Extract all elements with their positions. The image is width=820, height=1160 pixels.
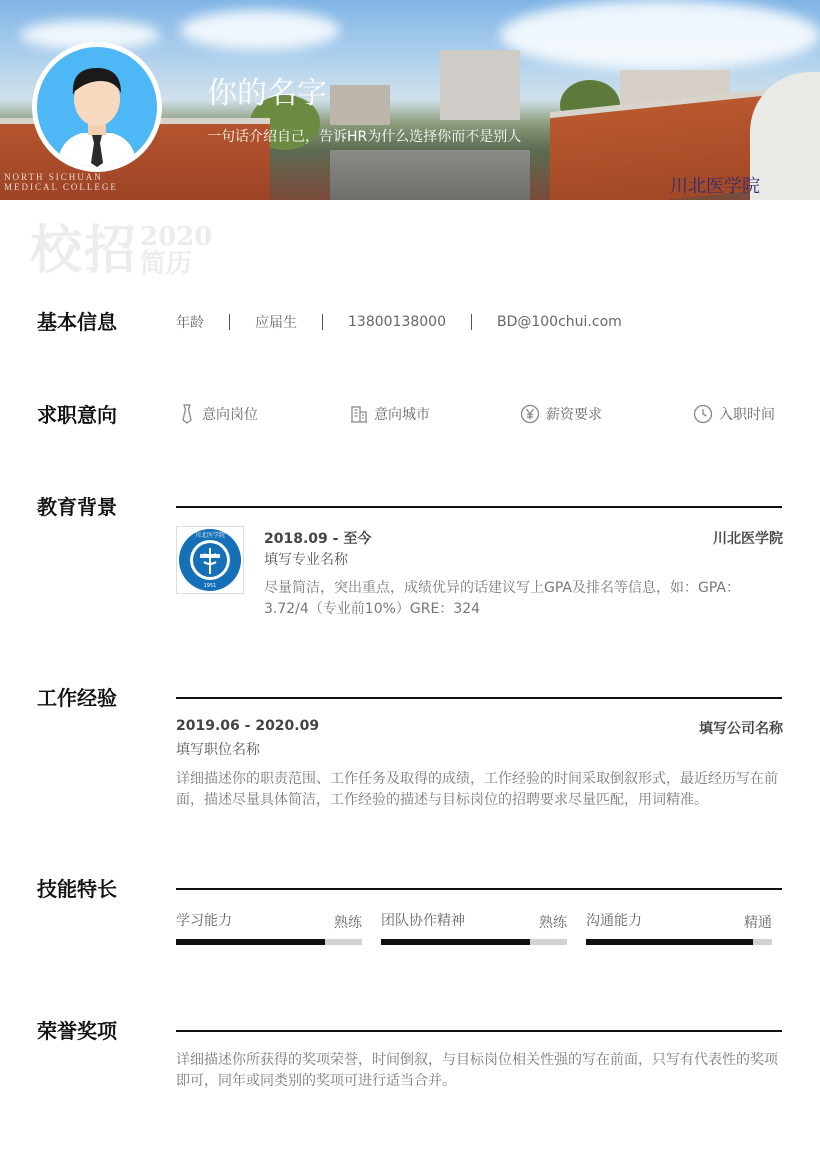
building xyxy=(440,50,520,120)
skill-level: 熟练 xyxy=(334,915,362,931)
intent-start-label: 入职时间 xyxy=(719,407,775,423)
intent-salary-label: 薪资要求 xyxy=(546,407,602,423)
education-school: 川北医学院 xyxy=(713,531,783,547)
logo-top-text: 川北医学院 xyxy=(194,532,226,539)
skill-bar xyxy=(176,939,362,945)
skill-label: 学习能力 xyxy=(176,913,232,929)
section-title-basic: 基本信息 xyxy=(37,310,117,334)
section-title-skills: 技能特长 xyxy=(37,877,117,901)
intent-city-label: 意向城市 xyxy=(374,407,430,423)
education-desc: 尽量简洁，突出重点，成绩优异的话建议写上GPA及排名等信息，如：GPA：3.72/4（专业前10%）GRE：324 xyxy=(264,580,740,617)
section-rule xyxy=(176,1030,782,1032)
cloud xyxy=(500,0,820,70)
tie-icon xyxy=(178,404,196,424)
work-company: 填写公司名称 xyxy=(699,721,783,737)
age-field: 年龄 xyxy=(176,315,204,331)
education-date: 2018.09 - 至今 xyxy=(264,531,372,547)
watermark xyxy=(30,222,212,280)
section-title-intent: 求职意向 xyxy=(37,403,117,427)
education-major: 填写专业名称 xyxy=(264,552,348,568)
candidate-name: 你的名字 xyxy=(207,76,327,111)
building-icon xyxy=(350,404,368,424)
phone-field: 13800138000 xyxy=(348,314,446,330)
yen-icon xyxy=(520,404,540,424)
section-rule xyxy=(176,506,782,508)
road xyxy=(330,150,530,200)
skill-level: 精通 xyxy=(744,915,772,931)
divider xyxy=(229,314,230,330)
status-field: 应届生 xyxy=(255,315,297,331)
intent-position xyxy=(178,404,258,424)
person-icon xyxy=(37,47,157,167)
divider xyxy=(471,314,472,330)
school-logo xyxy=(176,526,244,594)
banner-text-right: 川北医学院 xyxy=(670,176,760,197)
section-rule xyxy=(176,697,782,699)
skill-label: 沟通能力 xyxy=(586,913,642,929)
section-title-honors: 荣誉奖项 xyxy=(37,1019,117,1043)
honors-desc: 详细描述你所获得的奖项荣誉，时间倒叙，与目标岗位相关性强的写在前面，只写有代表性的奖项即可，同年或同类别的奖项可进行适当合并。 xyxy=(176,1052,778,1089)
school-emblem-icon xyxy=(178,528,242,592)
section-rule xyxy=(176,888,782,890)
avatar xyxy=(32,42,162,172)
skill-bar-fill xyxy=(176,939,325,945)
tagline: 一句话介绍自己，告诉HR为什么选择你而不是别人 xyxy=(207,129,522,145)
building xyxy=(330,85,390,125)
work-date: 2019.06 - 2020.09 xyxy=(176,718,320,734)
section-title-education: 教育背景 xyxy=(37,495,117,519)
intent-city xyxy=(350,404,430,424)
skill-bar-fill xyxy=(381,939,530,945)
watermark-small: 2020 简历 xyxy=(140,222,213,279)
clock-icon xyxy=(693,404,713,424)
email-field: BD@100chui.com xyxy=(496,314,622,330)
skill-level: 熟练 xyxy=(539,915,567,931)
skill-label: 团队协作精神 xyxy=(381,913,465,929)
skill-bar-fill xyxy=(586,939,753,945)
logo-year-text: 1951 xyxy=(203,583,217,589)
divider xyxy=(322,314,323,330)
basic-info-row xyxy=(176,312,622,332)
avatar-illustration xyxy=(37,47,157,167)
banner-text-left: NORTH SICHUAN MEDICAL COLLEGE xyxy=(4,172,118,192)
cloud xyxy=(180,10,340,50)
intent-position-label: 意向岗位 xyxy=(202,407,258,423)
skill-bar xyxy=(586,939,772,945)
intent-start xyxy=(693,404,775,424)
work-role: 填写职位名称 xyxy=(176,742,260,758)
section-title-work: 工作经验 xyxy=(37,686,117,710)
skill-bar xyxy=(381,939,567,945)
intent-salary xyxy=(520,404,602,424)
watermark-big: 校招 xyxy=(30,220,139,281)
work-desc: 详细描述你的职责范围、工作任务及取得的成绩，工作经验的时间采取倒叙形式，最近经历写在前面，描述尽量具体简洁，工作经验的描述与目标岗位的招聘要求尽量匹配，用词精准。 xyxy=(176,771,778,808)
